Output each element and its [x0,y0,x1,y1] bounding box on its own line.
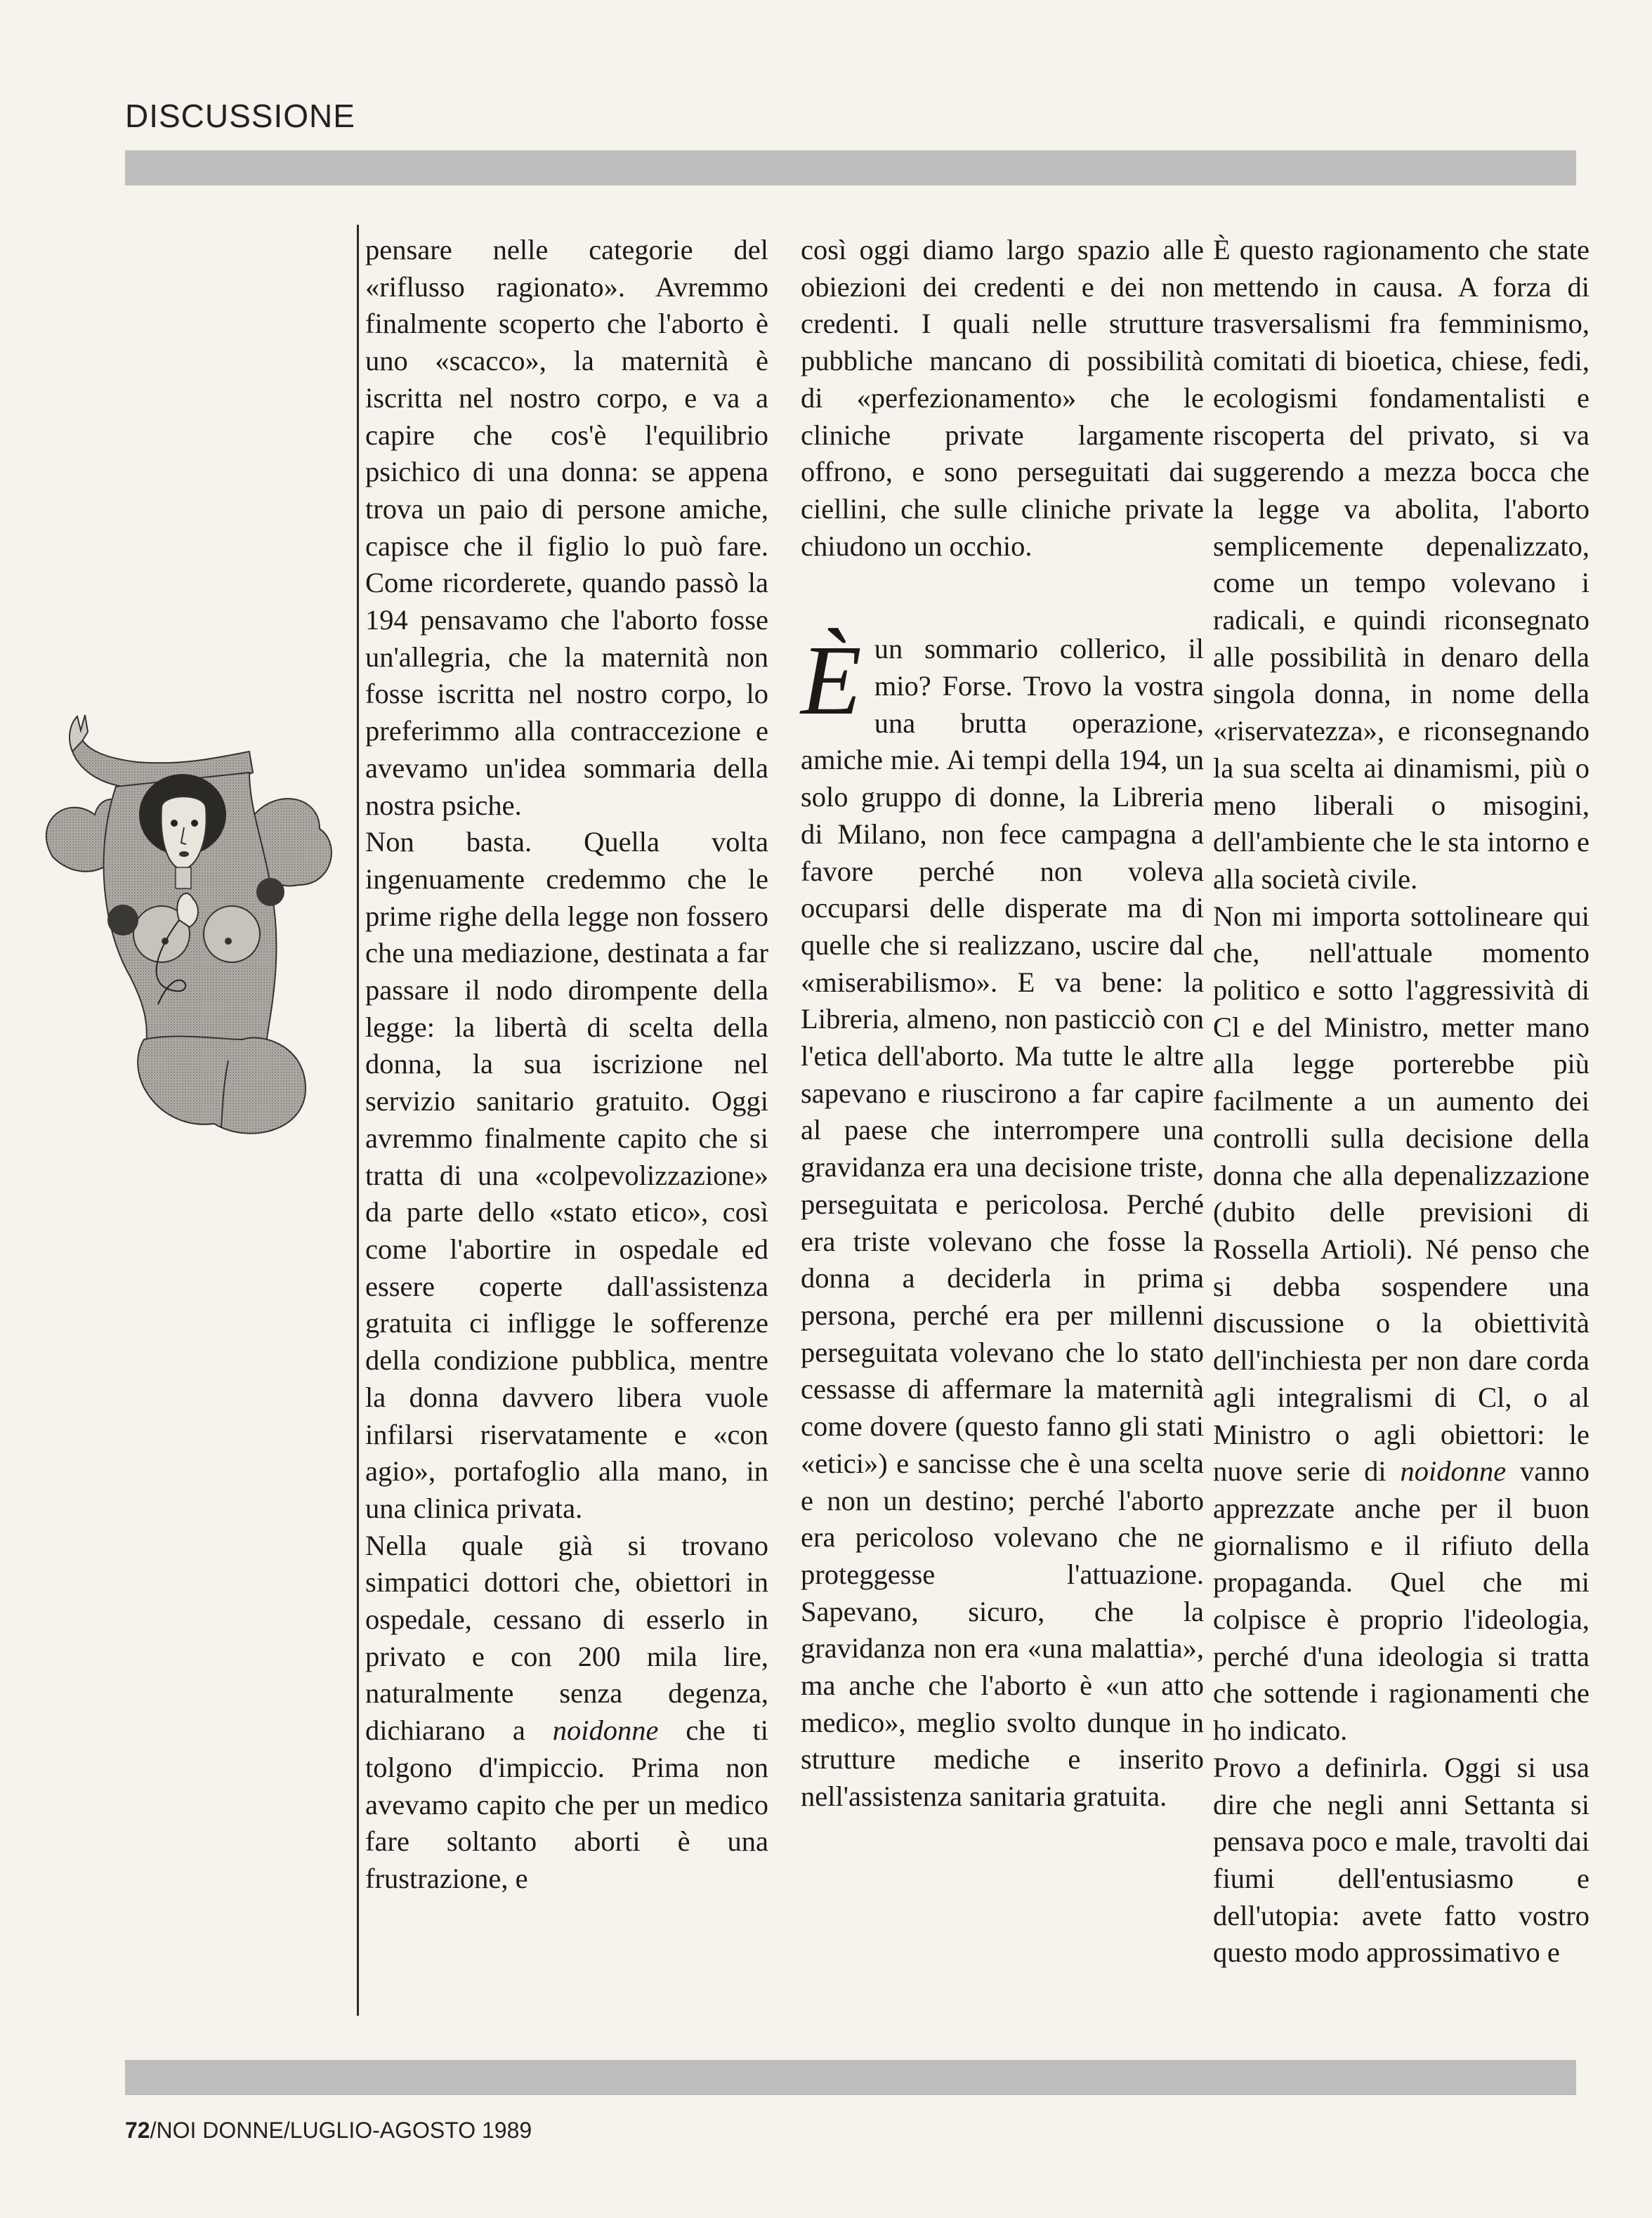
text-run: Nella quale già si trovano simpatici dottori che, obiettori in ospedale, cessano di esserlo in privato e con 200 mila lire, naturalmente senza degenza, dichiarano a [365,1529,768,1747]
text-run: che ti tolgono d'impiccio. Prima non avevamo capito che per un medico fare soltanto aborti è una frustrazione, e [365,1714,769,1894]
paragraph: Provo a definirla. Oggi si usa dire che negli anni Settanta si pensava poco e male, travolti dai fiumi dell'entusiasmo e dell'utopia: avete fatto vostro questo modo approssimativo e [1213,1751,1589,1969]
column-rule-left [357,225,359,2016]
paragraph: pensare nelle categorie del «riflusso ragionato». Avremmo finalmente scoperto che l'aborto è uno «scacco», la maternità è iscritta nel nostro corpo, e va a capire che cos'è l'equilibrio psichico di una donna: se appena trova un paio di persone amiche, capisce che il figlio lo può fare. Come ricorderete, quando passò la 194 pensavamo che l'aborto fosse un'allegria, che la maternità non fosse iscritta nel nostro corpo, lo preferimmo alla contraccezione e avevamo un'idea sommaria della nostra psiche. [365,234,768,821]
text-run: Non mi importa sottolineare qui che, nell'attuale momento politico e sotto l'aggressività di Cl e del Ministro, metter mano alla legge porterebbe più facilmente a un aumento dei controlli sulla decisione della donna che alla depenalizzazione (dubito delle previsioni di Rossella Artioli). Né penso che si debba sospendere una discussione o la obiettività dell'inchiesta per non dare corda agli integralismi di Cl, o al Ministro o agli obiettori: le nuove serie di [1213,900,1589,1488]
text-run: un sommario collerico, il mio? Forse. Trovo la vostra una brutta operazione, amiche mie. Ai tempi della 194, un solo gruppo di donne, la Libreria di Milano, non fece campagna a favore perché non voleva occuparsi delle disperate ma di quelle che si realizzano, uscire dal «miserabilismo». E va bene: la Libreria, almeno, non pasticciò con l'etica dell'aborto. Ma tutte le altre sapevano e riuscirono a far capire al paese che interrompere una gravidanza era una decisione triste, perseguitata e pericolosa. Perché era triste volevano che fosse la donna a deciderla in prima persona, perché era per millenni perseguitata volevano che lo stato cessasse di affermare la maternità come dovere (questo fanno gli stati «etici») e sancisse che è una scelta e non un destino; perché l'aborto era pericoloso volevano che ne proteggesse l'attuazione. Sapevano, sicuro, che la gravidanza non era «una malattia», ma anche che l'aborto è «un atto medico», meglio svolto dunque in strutture mediche e inserito nell'assistenza sanitaria gratuita. [801,633,1204,1813]
paragraph [1213,898,1589,1750]
footer-bar [125,2060,1576,2095]
page-footer [125,2118,532,2144]
article-column-3 [1213,232,1589,1971]
nude-figure-illustration [39,709,348,1159]
paragraph: così oggi diamo largo spazio alle obiezioni dei credenti e dei non credenti. I quali nelle strutture pubbliche mancano di possibilità di «perfezionamento» che le cliniche private largamente offrono, e sono perseguitati dai ciellini, che sulle cliniche private chiudono un occhio. [801,234,1204,562]
article-column-2 [801,232,1204,1816]
magazine-name: noidonne [1400,1455,1507,1488]
text-run: vanno apprezzate anche per il buon giornalismo e il rifiuto della propaganda. Quel che mi colpisce è proprio l'ideologia, perché d'una ideologia si tratta che sottende i ragionamenti che ho indicato. [1213,1455,1590,1747]
paragraph [801,624,1204,1816]
header-bar [125,150,1576,185]
article-column-1 [365,232,768,1898]
paragraph: Non basta. Quella volta ingenuamente credemmo che le prime righe della legge non fossero che una mediazione, destinata a far passare il nodo dirompente della legge: la libertà di scelta della donna, la sua iscrizione nel servizio sanitario gratuito. Oggi avremmo finalmente capito che si tratta di una «colpevolizzazione» da parte dello «stato etico», così come l'abortire in ospedale ed essere coperte dall'assistenza gratuita ci infligge le sofferenze della condizione pubblica, mentre la donna davvero libera vuole infilarsi riservatamente e «con agio», portafoglio alla mano, in una clinica privata. [365,826,768,1524]
drop-cap: È [801,624,862,736]
section-label: DISCUSSIONE [125,98,355,134]
paragraph [365,1528,768,1898]
magazine-name: noidonne [552,1714,659,1747]
paragraph: È questo ragionamento che state mettendo in causa. A forza di trasversalismi fra femminismo, comitati di bioetica, chiese, fedi, ecologismi fondamentalisti e riscoperta del privato, si va suggerendo a mezza bocca che la legge va abolita, l'aborto semplicemente depenalizzato, come un tempo volevano i radicali, e quindi riconsegnato alle possibilità in denaro della singola donna, in nome della «riservatezza», e riconsegnando la sua scelta ai dinamismi, più o meno liberali o misogini, dell'ambiente che le sta intorno e alla società civile. [1213,234,1589,895]
page-number: 72 [125,2118,150,2143]
publication-info: /NOI DONNE/LUGLIO-AGOSTO 1989 [150,2118,532,2143]
